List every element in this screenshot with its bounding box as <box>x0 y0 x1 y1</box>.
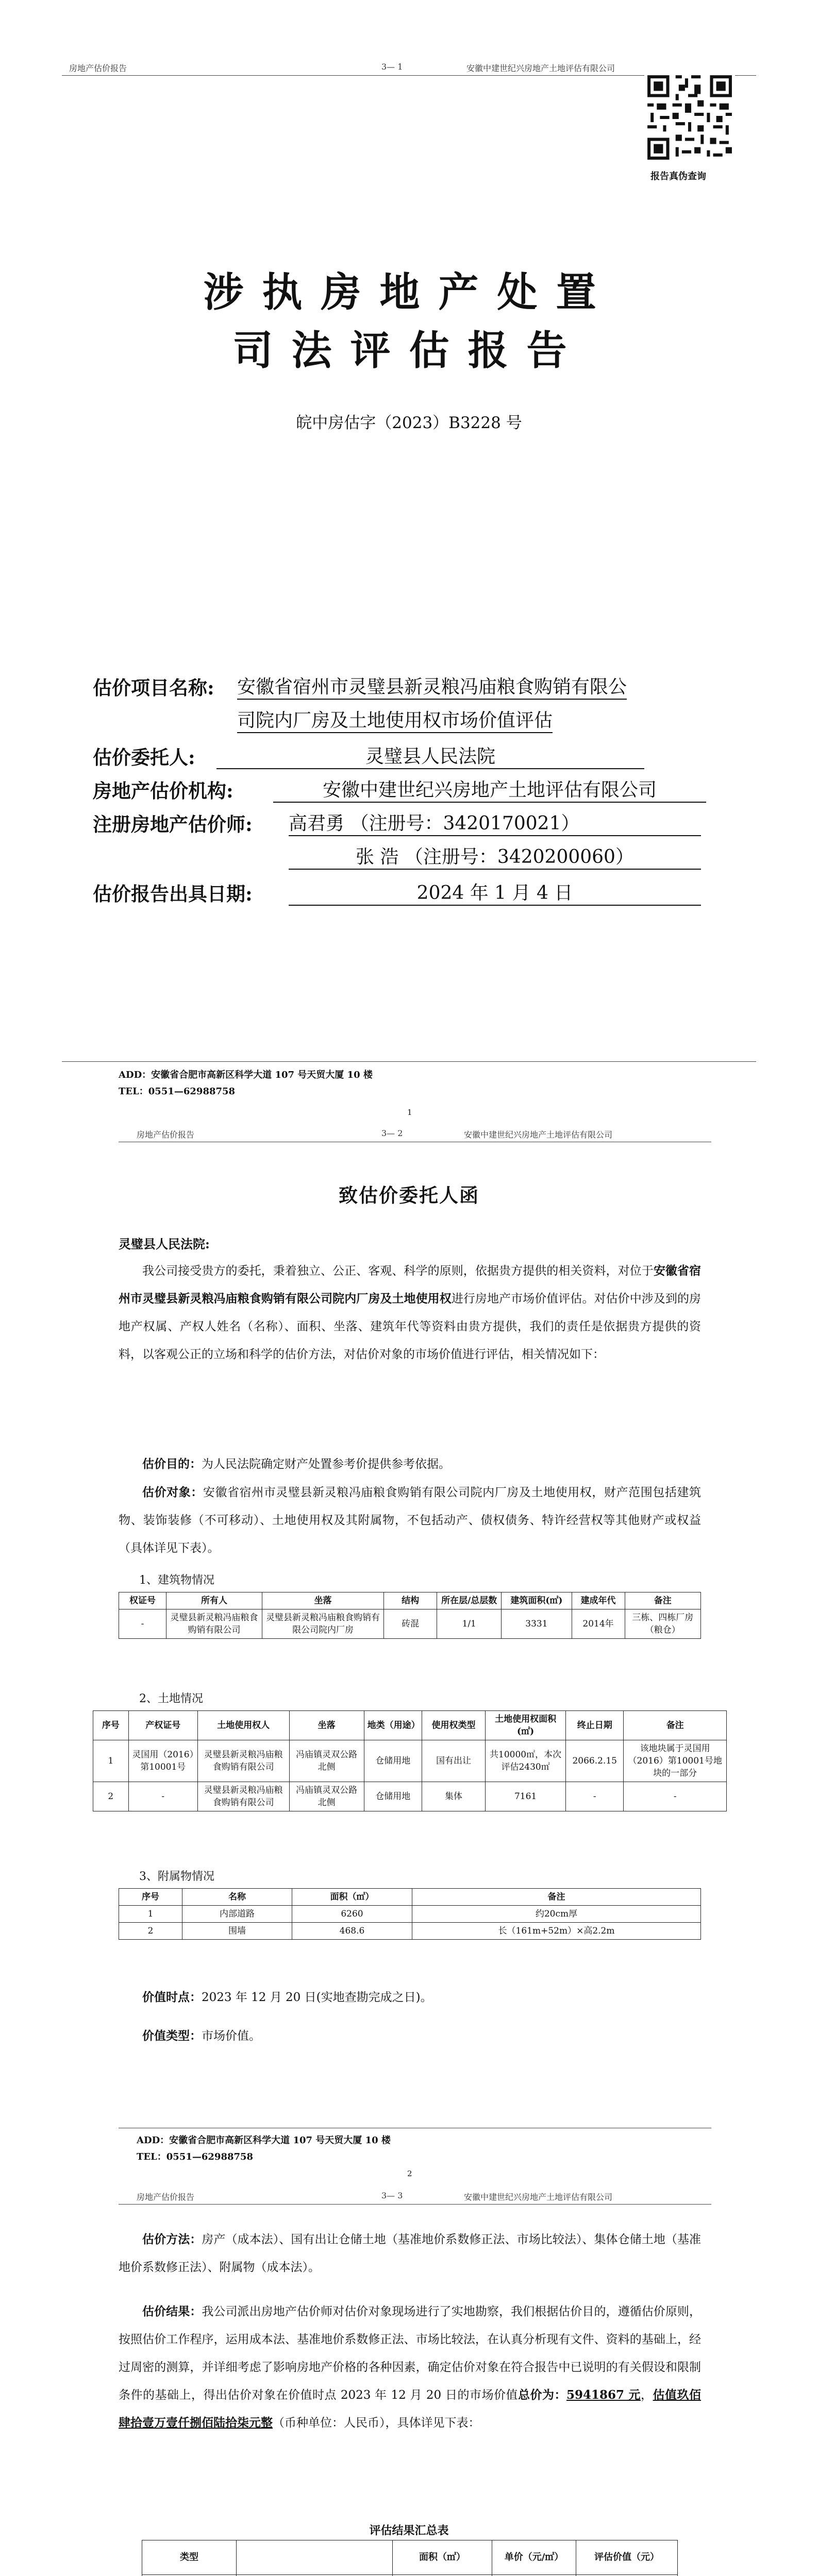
table-cell: 6260 <box>292 1906 412 1923</box>
value-date-paragraph <box>119 1984 701 2011</box>
project-value-1: 安徽省宿州市灵璧县新灵粮冯庙粮食购销有限公 <box>237 672 627 700</box>
table-header: 面积（㎡） <box>393 2540 492 2575</box>
table-cell: 国有出让 <box>422 1740 485 1782</box>
table-header: 地类（用途） <box>364 1711 422 1740</box>
value-type-label: 价值类型： <box>142 2029 202 2043</box>
result-text-b: （币种单位：人民币），具体详见下表： <box>273 2416 480 2430</box>
table2-title: 2、土地情况 <box>139 1692 203 1705</box>
page-number: 2 <box>407 2169 412 2178</box>
table-header-row <box>119 1592 701 1609</box>
table1-title: 1、建筑物情况 <box>139 1574 214 1587</box>
appraiser-1: 高君勇 （注册号：3420170021） <box>289 809 701 836</box>
table-cell: 灵璧县新灵粮冯庙粮食购销有限公司院内厂房 <box>262 1609 384 1639</box>
table-header: 评估价值（元） <box>576 2540 678 2575</box>
table-header: 序号 <box>93 1711 129 1740</box>
agency-label: 房地产估价机构: <box>93 779 233 802</box>
table-row <box>93 1740 727 1782</box>
table-cell: - <box>119 1609 166 1639</box>
result-paragraph: 估价结果：我公司派出房地产估价师对估价对象现场进行了实地勘察，我们根据估价目的，遵循估价原则，按照估价工作程序，运用成本法、基准地价系数修正法、市场比较法，在认真分析现有文件、资料的基础上，经过周密的测算，并详细考虑了影响房地产价格的各种因素，确定估价对象在符合报告中已说明的有关假设和限制条件的基础上，得出估价对象在价值时点 2023 年 12 月 20 日的市场价值总价为：5941867 元，估值玖佰肆拾壹万壹仟捌佰陆拾柒元整（币种单位：人民币），具体详见下表： <box>119 2304 702 2430</box>
date-value: 2024 年 1 月 4 日 <box>289 878 701 906</box>
intro-paragraph <box>119 1257 701 1368</box>
result-total-label: 总价为： <box>517 2388 566 2402</box>
table-header: 权证号 <box>119 1592 166 1609</box>
header-right: 安徽中建世纪兴房地产土地评估有限公司 <box>464 2192 613 2202</box>
salutation: 灵璧县人民法院: <box>119 1236 210 1251</box>
footer-tel: TEL：0551—62988758 <box>119 1086 236 1097</box>
table-row <box>93 1782 727 1811</box>
purpose-paragraph <box>119 1450 701 1478</box>
table-cell: 内部道路 <box>182 1906 292 1923</box>
appraiser-label: 注册房地产估价师: <box>93 813 253 836</box>
table-cell: 约20cm厚 <box>412 1906 701 1923</box>
client-value: 灵璧县人民法院 <box>216 742 644 769</box>
table-cell: 围墙 <box>182 1923 292 1940</box>
table-cell: 2 <box>93 1782 129 1811</box>
table-cell: 仓储用地 <box>364 1740 422 1782</box>
table-cell: 2066.2.15 <box>566 1740 624 1782</box>
table-header <box>237 2540 393 2575</box>
footer-tel: TEL：0551—62988758 <box>137 2151 254 2162</box>
result-text-a: 我公司派出房地产估价师对估价对象现场进行了实地勘察，我们根据估价目的，遵循估价原则，按照估价工作程序，运用成本法、基准地价系数修正法、市场比较法，在认真分析现有文件、资料的基础上，经过周密的测算，并详细考虑了影响房地产价格的各种因素，确定估价对象在符合报告中已说明的有关假设和限制条件的基础上，得出估价对象在价值时点 2023 年 12 月 20 日的市场价值 <box>119 2305 702 2402</box>
method-label: 估价方法： <box>142 2232 202 2246</box>
table-cell: 集体 <box>422 1782 485 1811</box>
purpose-text: 为人民法院确定财产处置参考价提供参考依据。 <box>202 1458 450 1471</box>
qr-code <box>644 72 735 163</box>
table-cell: 仓储用地 <box>364 1782 422 1811</box>
header-left: 房地产估价报告 <box>137 1130 195 1140</box>
agency-value: 安徽中建世纪兴房地产土地评估有限公司 <box>273 775 706 803</box>
value-type-text: 市场价值。 <box>202 2029 261 2043</box>
table-header: 使用权类型 <box>422 1711 485 1740</box>
table-row <box>119 1609 701 1639</box>
report-title-line2: 司法评估报告 <box>232 327 586 374</box>
object-text: 安徽省宿州市灵璧县新灵粮冯庙粮食购销有限公司院内厂房及土地使用权，财产范围包括建筑物、装饰装修（不可移动）、土地使用权及其附属物，不包括动产、债权债务、特许经营权等其他财产或权益（具体详见下表）。 <box>119 1486 702 1555</box>
table-cell: - <box>128 1782 197 1811</box>
table-cell: - <box>566 1782 624 1811</box>
project-value-2: 司院内厂房及土地使用权市场价值评估 <box>237 706 553 733</box>
table-row <box>119 1906 701 1923</box>
table-cell: 共10000㎡，本次评估2430㎡ <box>486 1740 566 1782</box>
footer-divider <box>62 1061 756 1062</box>
table-cell: 灵国用（2016）第10001号 <box>128 1740 197 1782</box>
table-header: 备注 <box>625 1592 700 1609</box>
table-header: 序号 <box>119 1889 182 1906</box>
table-cell: 该地块属于灵国用（2016）第10001号地块的一部分 <box>624 1740 727 1782</box>
table-header: 土地使用权面积(㎡) <box>486 1711 566 1740</box>
header-center: 3— 1 <box>381 62 403 72</box>
table-cell: 灵璧县新灵粮冯庙粮食购销有限公司 <box>197 1782 289 1811</box>
result-total-chinese: 估值玖佰肆拾壹万壹仟捌佰陆拾柒元整 <box>119 2388 702 2430</box>
report-title-line1: 涉执房地产处置 <box>203 269 615 316</box>
header-left: 房地产估价报告 <box>137 2192 195 2202</box>
qr-caption: 报告真伪查询 <box>650 171 706 182</box>
method-text: 房产（成本法）、国有出让仓储土地（基准地价系数修正法、市场比较法）、集体仓储土地（基准地价系数修正法）、附属物（成本法）。 <box>119 2233 702 2274</box>
client-label: 估价委托人: <box>93 746 195 769</box>
footer-address: ADD：安徽省合肥市高新区科学大道 107 号天贸大厦 10 楼 <box>119 1070 373 1080</box>
table-header: 坐落 <box>262 1592 384 1609</box>
table-header: 类型 <box>142 2540 237 2575</box>
intro-text-c: 进行房地产市场价值评估。对估价中涉及到的房地产权属、产权人姓名（名称）、面积、坐落、建筑年代等资料由贵方提供，我们的责任是依据贵方提供的资料，以客观公正的立场和科学的估价方法，对估价对象的市场价值进行评估，相关情况如下： <box>119 1292 701 1361</box>
table-cell: 1/1 <box>437 1609 502 1639</box>
intro-text-a: 我公司接受贵方的委托，秉着独立、公正、客观、科学的原则，依据贵方提供的相关资料，对位于 <box>142 1264 654 1278</box>
table-header: 名称 <box>182 1889 292 1906</box>
table-header: 产权证号 <box>128 1711 197 1740</box>
table-header: 终止日期 <box>566 1711 624 1740</box>
header-left: 房地产估价报告 <box>69 63 127 73</box>
table-cell: 3331 <box>502 1609 572 1639</box>
result-total-number: 5941867 元 <box>566 2388 641 2402</box>
table-cell: 砖混 <box>384 1609 437 1639</box>
table-header-row <box>119 1889 701 1906</box>
table-cell: 1 <box>119 1906 182 1923</box>
table-cell: 468.6 <box>292 1923 412 1940</box>
table-cell: - <box>624 1782 727 1811</box>
summary-table-title: 评估结果汇总表 <box>369 2524 449 2537</box>
table-header: 结构 <box>384 1592 437 1609</box>
table-header: 所在层/总层数 <box>437 1592 502 1609</box>
land-table <box>93 1710 727 1811</box>
attachments-table <box>119 1888 701 1940</box>
table-cell: 灵璧县新灵粮冯庙粮食购销有限公司 <box>197 1740 289 1782</box>
value-date-text: 2023 年 12 月 20 日(实地查勘完成之日)。 <box>202 1991 432 2004</box>
letter-title: 致估价委托人函 <box>339 1184 479 1207</box>
summary-table <box>142 2540 678 2576</box>
table-row <box>119 1923 701 1940</box>
header-center: 3— 2 <box>381 1128 403 1138</box>
table-header: 面积（㎡） <box>292 1889 412 1906</box>
table3-title: 3、附属物情况 <box>139 1870 214 1883</box>
table-cell: 灵璧县新灵粮冯庙粮食购销有限公司 <box>166 1609 262 1639</box>
header-right: 安徽中建世纪兴房地产土地评估有限公司 <box>466 63 615 73</box>
value-date-label: 价值时点： <box>142 1990 202 2004</box>
table-cell: 1 <box>93 1740 129 1782</box>
table-header: 所有人 <box>166 1592 262 1609</box>
result-label: 估价结果： <box>142 2304 202 2318</box>
date-label: 估价报告出具日期: <box>93 883 253 905</box>
table-header: 建筑面积(㎡) <box>502 1592 572 1609</box>
header-right: 安徽中建世纪兴房地产土地评估有限公司 <box>464 1130 613 1140</box>
table-header: 备注 <box>412 1889 701 1906</box>
table-cell: 长（161m+52m）×高2.2m <box>412 1923 701 1940</box>
footer-address: ADD：安徽省合肥市高新区科学大道 107 号天贸大厦 10 楼 <box>137 2135 391 2146</box>
table-header-row <box>93 1711 727 1740</box>
appraiser-2: 张 浩 （注册号：3420200060） <box>289 842 701 870</box>
table-header: 备注 <box>624 1711 727 1740</box>
table-header-row <box>142 2540 678 2575</box>
document-number: 皖中房估字（2023）B3228 号 <box>296 414 522 432</box>
object-paragraph <box>119 1479 701 1562</box>
header-divider <box>119 2204 711 2205</box>
purpose-label: 估价目的： <box>142 1457 202 1471</box>
table-cell: 2 <box>119 1923 182 1940</box>
table-header: 单价（元/㎡） <box>492 2540 576 2575</box>
table-cell: 2014年 <box>572 1609 625 1639</box>
table-cell: 冯庙镇灵双公路北侧 <box>289 1782 364 1811</box>
header-center: 3— 3 <box>381 2191 403 2200</box>
table-header: 建成年代 <box>572 1592 625 1609</box>
page-number: 1 <box>407 1108 412 1117</box>
building-table <box>119 1592 701 1639</box>
object-label: 估价对象： <box>142 1485 203 1499</box>
table-cell: 冯庙镇灵双公路北侧 <box>289 1740 364 1782</box>
table-cell: 7161 <box>486 1782 566 1811</box>
method-paragraph <box>119 2226 701 2281</box>
table-header: 坐落 <box>289 1711 364 1740</box>
intro-text-object: 安徽省宿州市灵璧县新灵粮冯庙粮食购销有限公司院内厂房及土地使用权 <box>119 1264 702 1306</box>
project-label: 估价项目名称: <box>93 676 214 699</box>
value-type-paragraph <box>119 2022 701 2050</box>
table-cell: 三栋、四栋厂房（粮仓） <box>625 1609 700 1639</box>
table-header: 土地使用权人 <box>197 1711 289 1740</box>
